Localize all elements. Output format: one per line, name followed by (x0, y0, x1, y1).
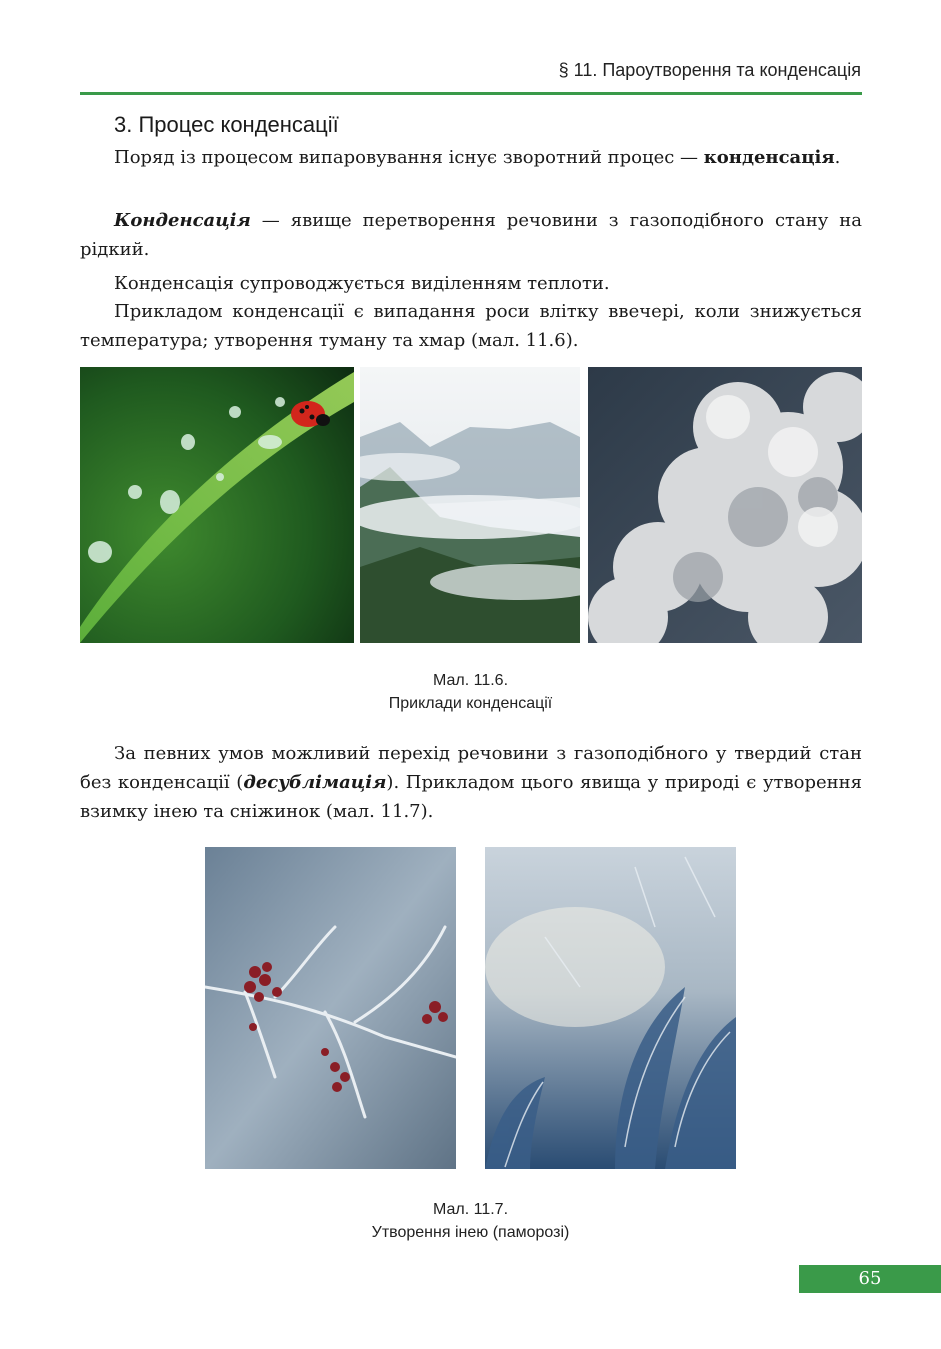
figure-11-6-caption (0, 669, 941, 715)
term-condensation-bold: конденсація (703, 147, 835, 168)
definition-term: Конденсація (114, 210, 251, 231)
paragraph-4-text: Прикладом конденсації є випадання роси влітку ввечері, коли знижується температура; утворення туману та хмар (мал. 11.6). (80, 301, 862, 351)
paragraph-1 (80, 143, 862, 172)
paragraph-3 (80, 269, 862, 298)
clouds-photo (588, 367, 862, 643)
figure-11-7-caption (0, 1198, 941, 1244)
paragraph-4 (80, 297, 862, 355)
paragraph-1-text: Поряд із процесом випаровування існує зворотний процес — (114, 147, 704, 168)
figure-11-6-label: Мал. 11.6. (432, 672, 509, 689)
figure-11-7-label: Мал. 11.7. (432, 1201, 509, 1218)
fog-forest-photo (360, 367, 580, 643)
figure-11-7-text: Утворення інею (паморозі) (371, 1224, 570, 1241)
definition-text: — явище перетворення речовини з газоподібного стану на рідкий. (80, 210, 862, 260)
term-desublimation: десублімація (243, 772, 387, 793)
frost-window-photo (485, 847, 736, 1169)
paragraph-5-text-end: ). Прикладом цього явища у природі є утворення взимку інею та сніжинок (мал. 11.7). (80, 772, 862, 822)
section-heading: 3. Процес конденсації (114, 112, 339, 137)
dew-ladybug-photo (80, 367, 354, 643)
running-header: § 11. Пароутворення та конденсація (558, 60, 861, 80)
definition-paragraph (80, 206, 862, 264)
frosted-berries-photo (205, 847, 456, 1169)
page-number: 65 (799, 1265, 941, 1293)
figure-11-6-text: Приклади конденсації (388, 695, 553, 712)
paragraph-5-text-start: За певних умов можливий перехід речовини з газоподібного у твердий стан без конденсації ( (80, 743, 862, 793)
paragraph-1-end: . (834, 147, 841, 168)
paragraph-3-text: Конденсація супроводжується виділенням теплоти. (114, 273, 610, 294)
header-divider (80, 92, 862, 95)
paragraph-5 (80, 739, 862, 826)
